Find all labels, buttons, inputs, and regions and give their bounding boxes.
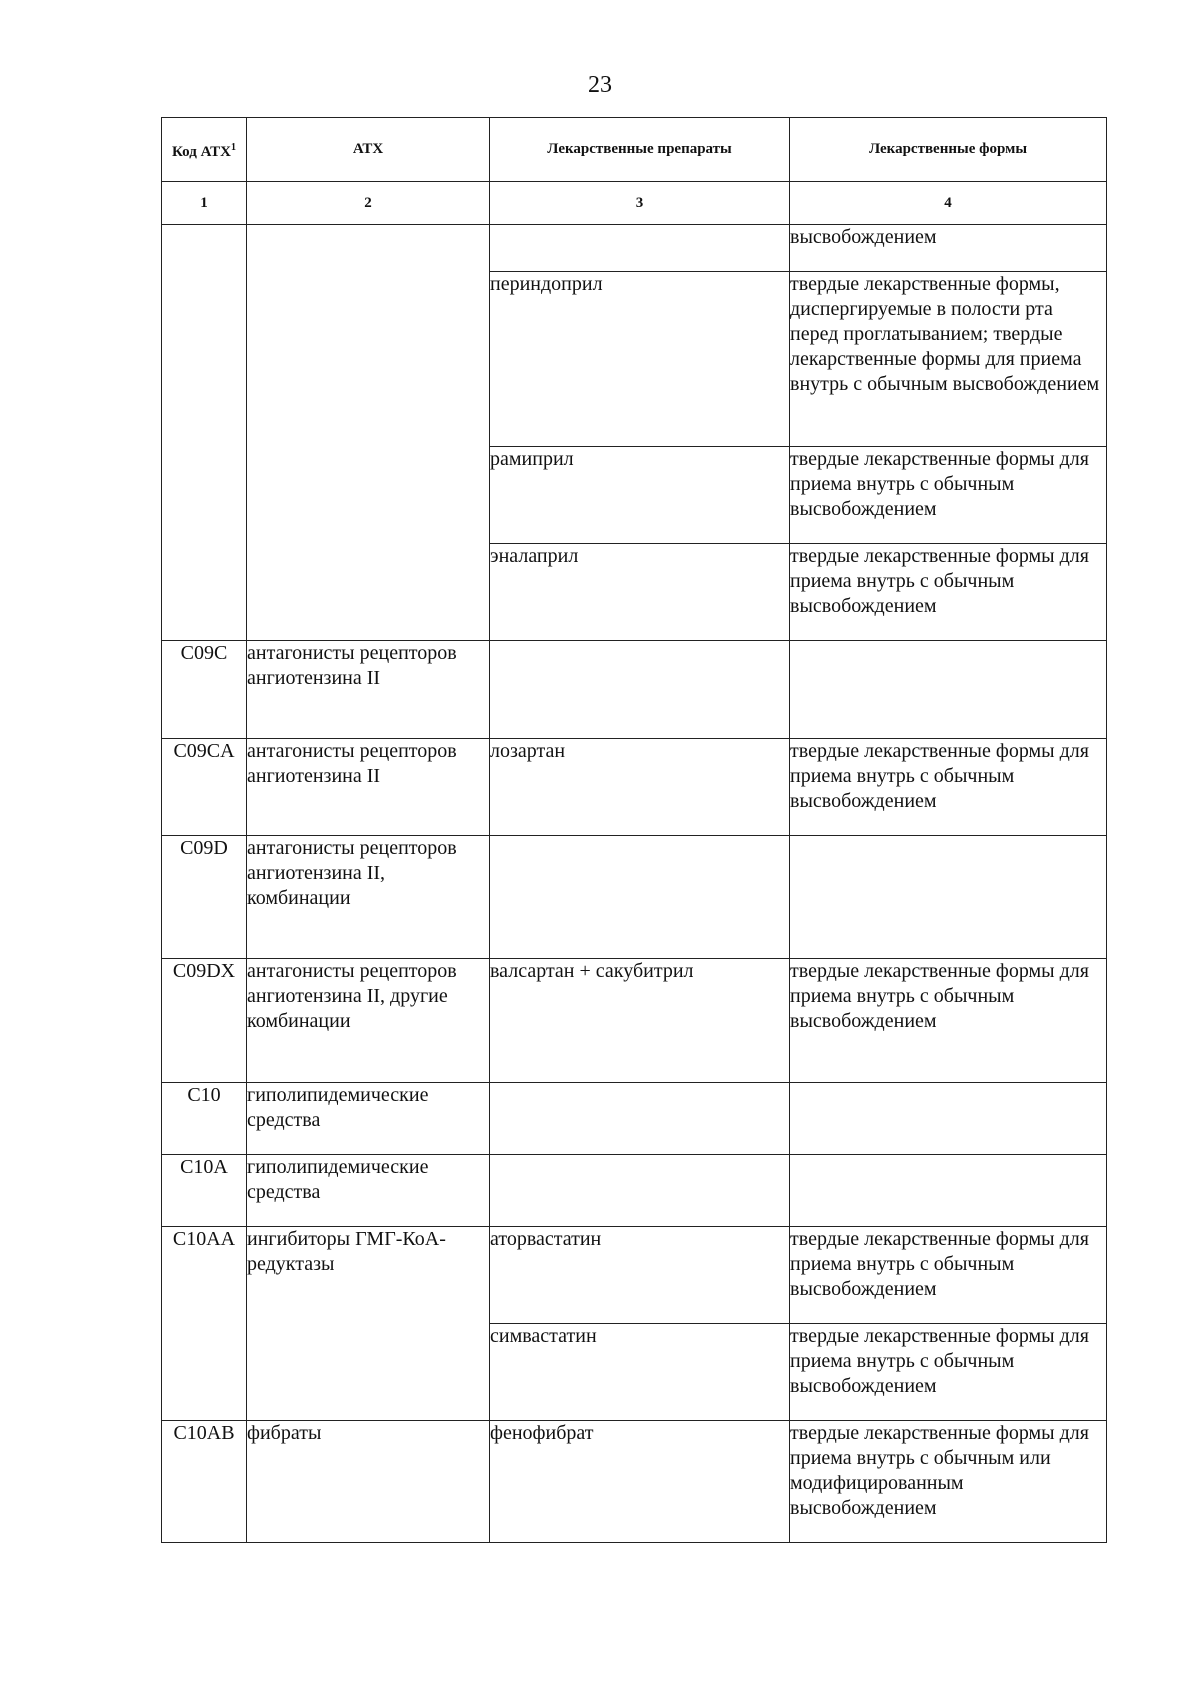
drug-cell: лозартан xyxy=(490,739,790,836)
drug-cell xyxy=(490,225,790,272)
form-cell xyxy=(790,1083,1107,1155)
column-number: 2 xyxy=(247,182,490,225)
drug-cell: фенофибрат xyxy=(490,1421,790,1543)
form-cell: твердые лекарственные формы для приема внутрь с обычным высвобождением xyxy=(790,447,1107,544)
column-number: 4 xyxy=(790,182,1107,225)
header-drugs: Лекарственные препараты xyxy=(490,118,790,182)
table-row xyxy=(162,1155,1107,1227)
table-row xyxy=(162,836,1107,959)
code-cell: C09DX xyxy=(162,959,247,1083)
atx-cell: гиполипидемические средства xyxy=(247,1155,490,1227)
column-number: 1 xyxy=(162,182,247,225)
drug-cell: рамиприл xyxy=(490,447,790,544)
drug-cell: валсартан + сакубитрил xyxy=(490,959,790,1083)
code-cell: C10AB xyxy=(162,1421,247,1543)
column-number: 3 xyxy=(490,182,790,225)
form-cell: твердые лекарственные формы для приема внутрь с обычным высвобождением xyxy=(790,739,1107,836)
drug-cell: эналаприл xyxy=(490,544,790,641)
page-number: 23 xyxy=(588,72,612,98)
form-cell xyxy=(790,836,1107,959)
column-number-row xyxy=(162,182,1107,225)
atx-cell: антагонисты рецепторов ангиотензина II, другие комбинации xyxy=(247,959,490,1083)
form-cell xyxy=(790,1155,1107,1227)
code-cell: C10 xyxy=(162,1083,247,1155)
drug-cell xyxy=(490,836,790,959)
code-cell: C10A xyxy=(162,1155,247,1227)
code-cell: C09D xyxy=(162,836,247,959)
atx-cell: антагонисты рецепторов ангиотензина II xyxy=(247,739,490,836)
form-cell: твердые лекарственные формы для приема внутрь с обычным высвобождением xyxy=(790,1324,1107,1421)
code-cell: C09C xyxy=(162,641,247,739)
table-row xyxy=(162,225,1107,272)
form-cell: твердые лекарственные формы, диспергируемые в полости рта перед проглатыванием; твердые лекарственные формы для приема внутрь с обычным высвобождением xyxy=(790,272,1107,447)
table-row xyxy=(162,641,1107,739)
atx-cell: антагонисты рецепторов ангиотензина II xyxy=(247,641,490,739)
table-row xyxy=(162,1227,1107,1324)
drug-cell: симвастатин xyxy=(490,1324,790,1421)
code-cell: C10AA xyxy=(162,1227,247,1421)
form-cell: твердые лекарственные формы для приема внутрь с обычным высвобождением xyxy=(790,959,1107,1083)
header-forms: Лекарственные формы xyxy=(790,118,1107,182)
atx-cell: фибраты xyxy=(247,1421,490,1543)
form-cell: твердые лекарственные формы для приема внутрь с обычным высвобождением xyxy=(790,1227,1107,1324)
table-row xyxy=(162,1083,1107,1155)
atx-cell xyxy=(247,225,490,641)
table-row xyxy=(162,1421,1107,1543)
table-row xyxy=(162,739,1107,836)
code-cell xyxy=(162,225,247,641)
drug-cell: аторвастатин xyxy=(490,1227,790,1324)
header-atx: АТХ xyxy=(247,118,490,182)
atx-cell: антагонисты рецепторов ангиотензина II, комбинации xyxy=(247,836,490,959)
table-row xyxy=(162,959,1107,1083)
drug-cell xyxy=(490,641,790,739)
footnote-marker: 1 xyxy=(230,141,236,153)
header-code: Код АТХ$^1$ xyxy=(162,118,247,182)
form-cell: твердые лекарственные формы для приема внутрь с обычным или модифицированным высвобождением xyxy=(790,1421,1107,1543)
form-cell: высвобождением xyxy=(790,225,1107,272)
form-cell xyxy=(790,641,1107,739)
header-row xyxy=(162,118,1107,182)
drug-cell xyxy=(490,1155,790,1227)
atx-table xyxy=(161,117,1107,1543)
atx-cell: ингибиторы ГМГ-КоА-редуктазы xyxy=(247,1227,490,1421)
atx-cell: гиполипидемические средства xyxy=(247,1083,490,1155)
drug-cell xyxy=(490,1083,790,1155)
drug-cell: периндоприл xyxy=(490,272,790,447)
form-cell: твердые лекарственные формы для приема внутрь с обычным высвобождением xyxy=(790,544,1107,641)
code-cell: C09CA xyxy=(162,739,247,836)
